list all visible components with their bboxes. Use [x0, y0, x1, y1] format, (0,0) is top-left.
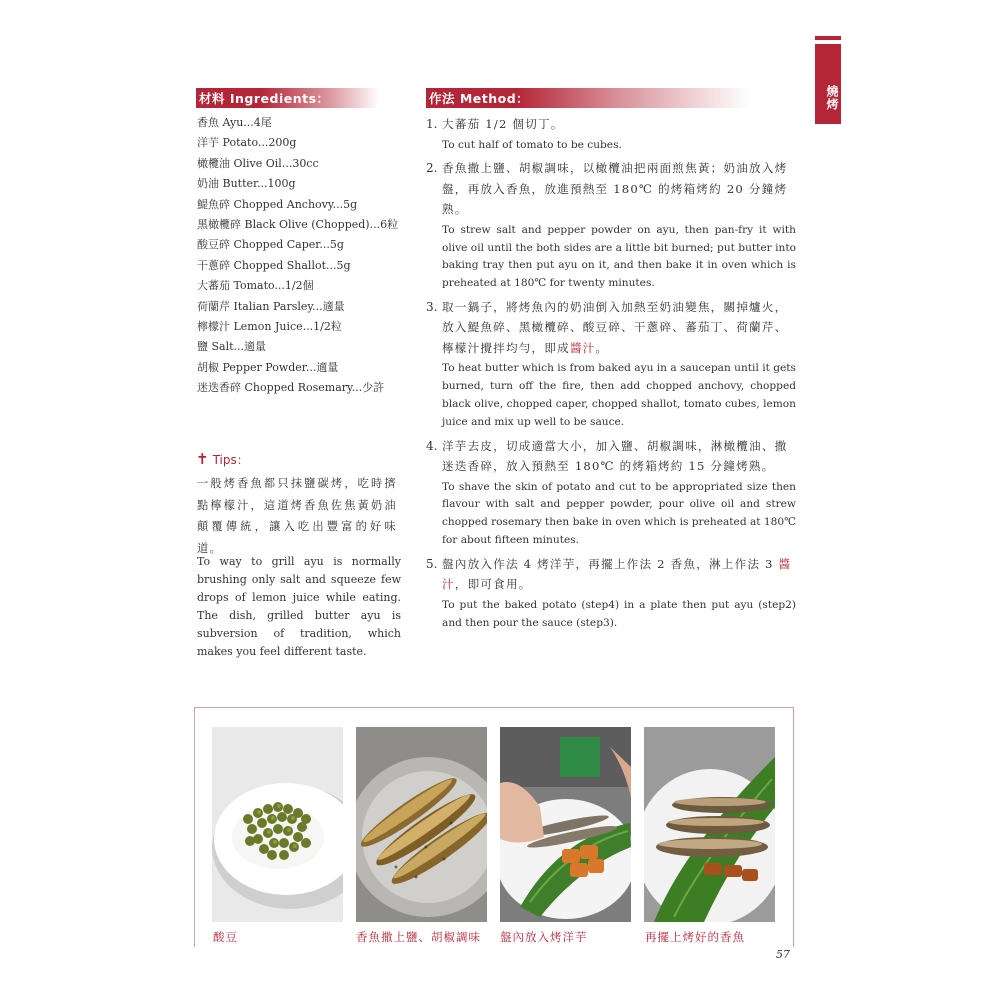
ingredient-item: 荷蘭芹 Italian Parsley...適量 — [197, 299, 345, 313]
photo-capers — [212, 727, 343, 922]
ingredient-item: 奶油 Butter...100g — [197, 177, 296, 191]
step-text-en: To cut half of tomato to be cubes. — [442, 138, 622, 151]
method-step — [426, 297, 796, 432]
step-text-en: To strew salt and pepper powder on ayu, then pan-fry it with olive oil until the both sides are a little bit burned; put butter into baking tray then put ayu on it, and then bake it in oven which is preheated at 180℃ for twenty minutes. — [442, 223, 796, 290]
chapter-tab-label: 燒烤 — [815, 44, 841, 124]
photo-caption: 香魚撒上鹽、胡椒調味 — [356, 930, 481, 944]
step-text-en: To heat butter which is from baked ayu in a saucepan until it gets burned, turn off the fire, then add chopped anchovy, chopped black olive, chopped caper, chopped shallot, tomato cubes, lemon juice and mix up well to be sauce. — [442, 362, 796, 428]
ingredient-item: 迷迭香碎 Chopped Rosemary...少許 — [197, 381, 385, 395]
photo-ayu-on-plate — [644, 727, 775, 922]
step-number: 5. — [426, 556, 438, 571]
ingredient-item: 香魚 Ayu...4尾 — [197, 116, 272, 129]
photo-caption: 再擺上烤好的香魚 — [645, 930, 745, 944]
step-text-zh: 取一鍋子，將烤魚內的奶油倒入加熱至奶油變焦，關掉爐火，放入鯷魚碎、黑橄欖碎、酸豆碎、干蔥碎、蕃茄丁、荷蘭芹、檸檬汁攪拌均勻，即成醬汁。 — [442, 299, 788, 355]
cross-icon: ✝ — [196, 450, 209, 468]
photo-potato-plating — [500, 727, 631, 922]
ingredient-item: 洋芋 Potato...200g — [197, 136, 297, 150]
tips-text-zh: 一般烤香魚都只抹鹽碳烤，吃時擠點檸檬汁，這道烤香魚佐焦黃奶油顛覆傳統，讓入吃出豐富的好味道。 — [197, 477, 397, 555]
photo-caption: 酸豆 — [213, 930, 238, 944]
page-number: 57 — [776, 948, 790, 961]
step-number: 2. — [426, 161, 438, 176]
ingredients-heading: 材料 Ingredients： — [196, 88, 379, 108]
method-steps — [426, 114, 796, 636]
ingredient-item: 胡椒 Pepper Powder...適量 — [197, 360, 339, 374]
step-text-en: To shave the skin of potato and cut to be appropriated size then flavour with salt and pepper powder, pour olive oil and strew chopped rosemary then bake in oven which is preheated at 180℃ for about fifteen minutes. — [442, 480, 796, 547]
method-step — [426, 554, 796, 633]
step-number: 3. — [426, 299, 438, 314]
ingredient-item: 橄欖油 Olive Oil...30cc — [197, 156, 319, 170]
ingredient-item: 干蔥碎 Chopped Shallot...5g — [197, 258, 351, 272]
step-text-en: To put the baked potato (step4) in a plate then put ayu (step2) and then pour the sauce (step3). — [442, 598, 796, 629]
tips-heading-label: Tips： — [212, 453, 249, 467]
photo-seasoned-ayu — [356, 727, 487, 922]
step-text-zh: 大蕃茄 1/2 個切丁。 — [442, 117, 564, 131]
chapter-tab-bar — [815, 36, 841, 40]
ingredient-item: 鹽 Salt...適量 — [197, 340, 267, 354]
step-text-zh: 盤內放入作法 4 烤洋芋，再擺上作法 2 香魚，淋上作法 3 醬汁，即可食用。 — [442, 556, 792, 592]
step-number: 4. — [426, 438, 438, 453]
method-step — [426, 114, 796, 154]
tips-text-en: To way to grill ayu is normally brushing only salt and squeeze few drops of lemon juice while eating. The dish, grilled butter ayu is subversion of tradition, which makes you feel different taste. — [197, 555, 401, 658]
tips-heading — [196, 451, 249, 468]
step-number: 1. — [426, 117, 438, 131]
method-step — [426, 436, 796, 550]
ingredient-item: 大蕃茄 Tomato...1/2個 — [197, 279, 314, 293]
method-step — [426, 158, 796, 293]
step-text-zh: 香魚撒上鹽、胡椒調味，以橄欖油把兩面煎焦黃；奶油放入烤盤，再放入香魚，放進預熱至 180℃ 的烤箱烤約 20 分鐘烤熟。 — [442, 161, 788, 217]
ingredient-item: 鯷魚碎 Chopped Anchovy...5g — [197, 197, 358, 211]
photo-caption: 盤內放入烤洋芋 — [500, 930, 588, 944]
ingredient-item: 檸檬汁 Lemon Juice...1/2粒 — [197, 320, 342, 334]
ingredients-list — [197, 113, 407, 399]
chapter-tab — [815, 36, 841, 124]
step-text-zh: 洋芋去皮，切成適當大小，加入鹽、胡椒調味，淋橄欖油、撒迷迭香碎，放入預熱至 180℃ 的烤箱烤約 15 分鐘烤熟。 — [442, 438, 788, 474]
method-heading: 作法 Method： — [426, 88, 749, 108]
ingredient-item: 黑橄欖碎 Black Olive (Chopped)...6粒 — [197, 218, 399, 232]
ingredient-item: 酸豆碎 Chopped Caper...5g — [197, 238, 344, 252]
